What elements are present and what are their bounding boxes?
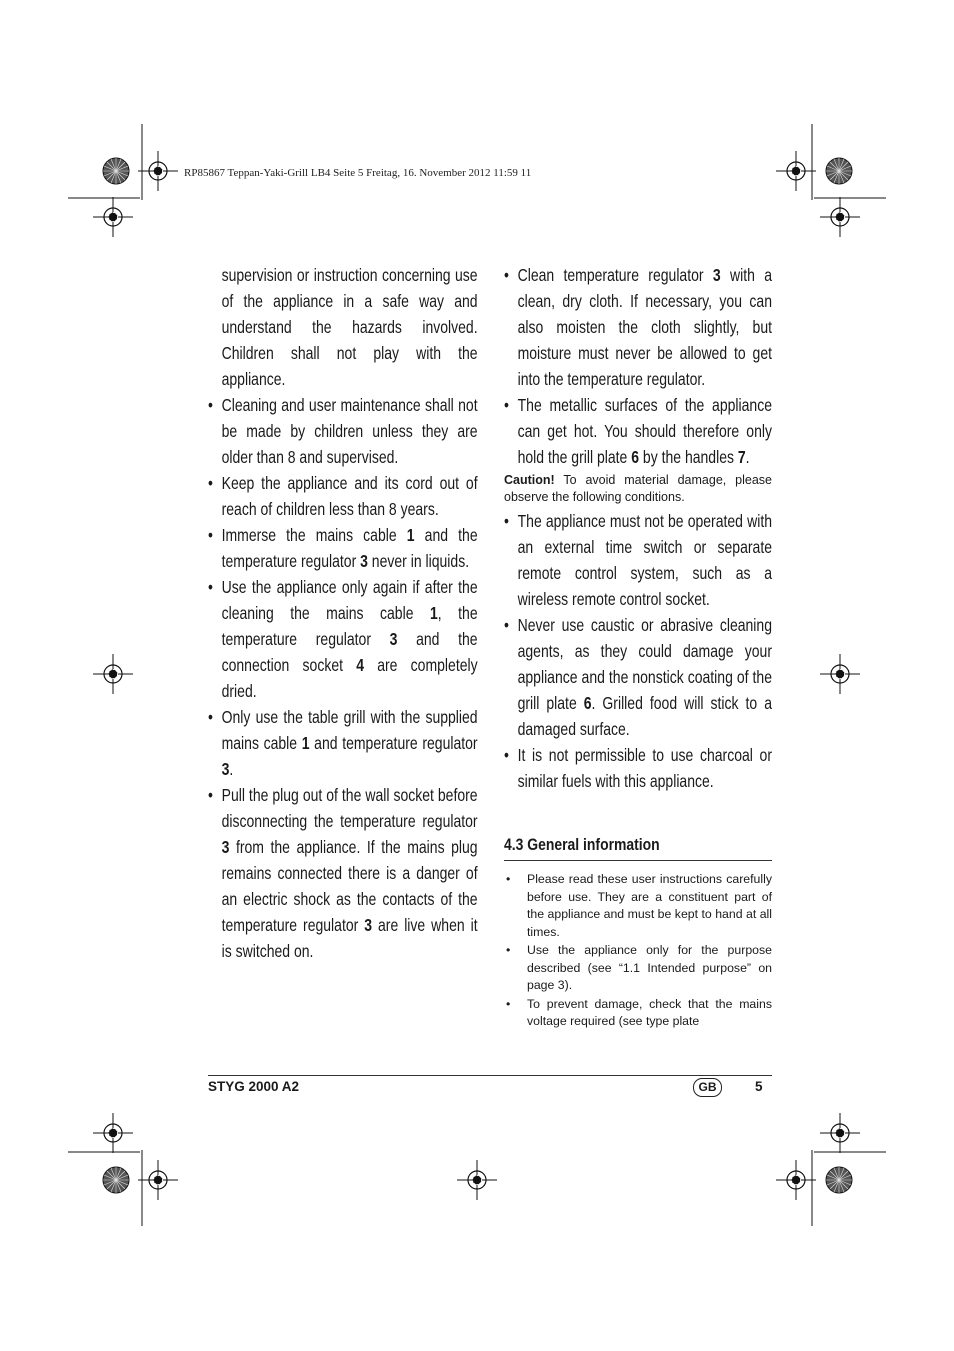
right-column-text-lower [504, 508, 772, 794]
caution-text: To avoid material damage, please observe the following conditions. [504, 473, 772, 504]
continuation-text [208, 262, 478, 392]
left-column-text [208, 262, 478, 964]
right-column [504, 262, 772, 470]
part-number: 3 [221, 759, 230, 779]
part-number: 4 [356, 655, 365, 675]
list-item [208, 522, 478, 574]
part-number: 3 [364, 915, 373, 935]
part-number: 3 [389, 629, 398, 649]
list-item [208, 782, 478, 964]
item-text: Use the appliance only again if after the cleaning the mains cable [221, 577, 478, 623]
item-text: The appliance must not be operated with an external time switch or separate remote control system, such as a wireless remote control socket. [517, 511, 772, 609]
part-number: 1 [301, 733, 310, 753]
part-number: 6 [583, 693, 592, 713]
bullet: • [208, 525, 213, 545]
item-text: Use the appliance only for the purpose described (see “1.1 Intended purpose” on page 3). [527, 943, 772, 992]
bullet: • [504, 395, 509, 415]
caution-label: Caution! [504, 473, 555, 487]
part-number: 1 [429, 603, 438, 623]
part-number: 3 [712, 265, 721, 285]
print-slug: RP85867 Teppan-Yaki-Grill LB4 Seite 5 Freitag, 16. November 2012 11:59 11 [184, 167, 532, 179]
general-info-list [504, 871, 772, 1031]
list-item [208, 574, 478, 704]
language-badge: GB [693, 1078, 722, 1097]
footer-rule [208, 1075, 772, 1076]
left-column [208, 262, 478, 964]
bullet: • [506, 996, 511, 1011]
item-text: Please read these user instructions carefully before use. They are a constituent part of the appliance and must be kept to hand at all times. [527, 872, 772, 939]
item-text: Pull the plug out of the wall socket before disconnecting the temperature regulator [221, 785, 478, 831]
list-item [504, 942, 772, 995]
bullet: • [506, 872, 511, 886]
bullet: • [506, 943, 511, 957]
intro-text: supervision or instruction concerning use of the appliance in a safe way and understand the hazards involved. Children shall not play with the appliance. [221, 265, 478, 389]
item-text: The metallic surfaces of the appliance can get hot. You should therefore only hold the grill plate [517, 395, 772, 467]
item-text: are live when it is switched on. [221, 915, 478, 961]
item-text: Cleaning and user maintenance shall not be made by children unless they are older than 8 and supervised. [221, 395, 478, 467]
bullet: • [504, 511, 509, 531]
item-text: and the connection socket [221, 629, 478, 675]
footer-model: STYG 2000 A2 [208, 1079, 300, 1094]
list-item [504, 508, 772, 612]
item-text: Never use caustic or abrasive cleaning agents, as they could damage your appliance and the nonstick coating of the grill plate [517, 615, 772, 713]
caution-note [504, 472, 772, 506]
item-text: from the appliance. If the mains plug remains connected there is a danger of an electric shock as the contacts of the temperature regulator [221, 837, 478, 935]
bullet: • [208, 785, 213, 805]
list-item [504, 742, 772, 794]
list-item [208, 704, 478, 782]
page-number: 5 [755, 1079, 763, 1094]
right-column-text [504, 262, 772, 470]
item-text: by the handles [639, 447, 738, 467]
section-heading: 4.3 General information [504, 835, 660, 854]
item-text: . [229, 759, 234, 779]
item-text: with a clean, dry cloth. If necessary, you can also moisten the cloth slightly, but moisture must never be allowed to get into the temperature regulator. [517, 265, 773, 389]
item-text: Only use the table grill with the supplied mains cable [221, 707, 478, 753]
item-text: , the temperature regulator [221, 603, 478, 649]
list-item [208, 392, 478, 470]
item-text: To prevent damage, check that the mains voltage required (see type plate [527, 996, 772, 1028]
item-text: It is not permissible to use charcoal or similar fuels with this appliance. [517, 745, 772, 791]
item-text: Immerse the mains cable [221, 525, 407, 545]
general-info-section [504, 828, 772, 1032]
part-number: 3 [360, 551, 368, 571]
caution-block [504, 470, 772, 510]
list-item [504, 996, 772, 1031]
item-text: never in liquids. [367, 551, 470, 571]
part-number: 1 [406, 525, 415, 545]
item-text: . [745, 447, 750, 467]
item-text: Clean temperature regulator [517, 265, 713, 285]
bullet: • [208, 577, 213, 597]
bullet: • [504, 265, 509, 285]
part-number: 3 [221, 837, 230, 857]
list-item [504, 612, 772, 742]
item-text: Keep the appliance and its cord out of reach of children less than 8 years. [221, 473, 478, 519]
list-item [504, 871, 772, 941]
item-text: . Grilled food will stick to a damaged surface. [517, 693, 772, 739]
bullet: • [504, 615, 509, 635]
bullet: • [504, 745, 509, 765]
item-text: are completely dried. [221, 655, 478, 701]
list-item [208, 470, 478, 522]
item-text: and temperature regulator [309, 733, 478, 753]
bullet: • [208, 473, 213, 493]
item-text: and the temperature regulator [221, 525, 478, 571]
part-number: 6 [631, 447, 640, 467]
bullet: • [208, 707, 213, 727]
list-item [504, 392, 772, 470]
part-number: 7 [737, 447, 746, 467]
bullet: • [208, 395, 213, 415]
right-column-lower [504, 508, 772, 794]
heading-rule [504, 860, 772, 861]
list-item [504, 262, 772, 392]
